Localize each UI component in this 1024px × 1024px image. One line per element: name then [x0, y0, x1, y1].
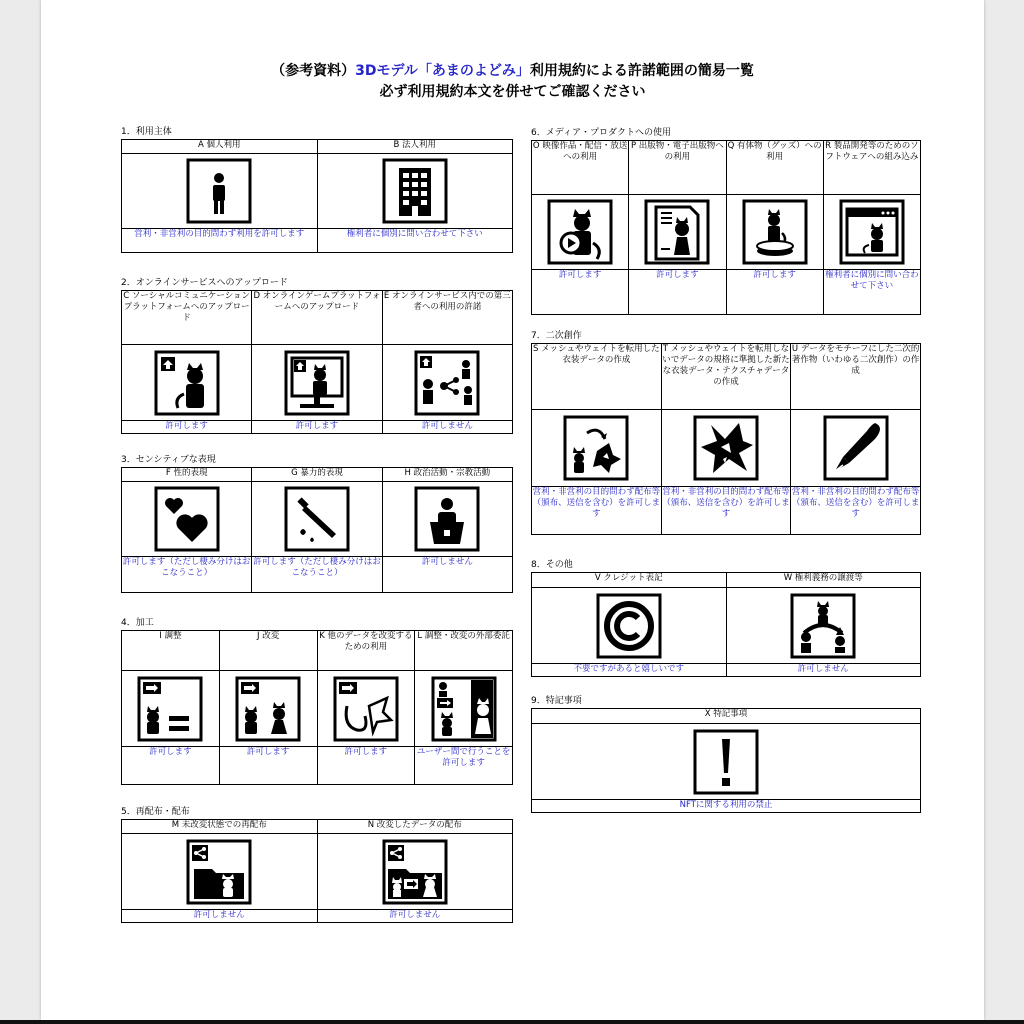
column-header: W 権利義務の譲渡等: [726, 573, 921, 588]
adjust-icon: [122, 671, 220, 747]
column-header: O 映像作品・配信・放送への利用: [532, 141, 629, 195]
section-title: 2．オンラインサービスへのアップロード: [121, 278, 288, 288]
column-header: D オンラインゲームプラットフォームへのアップロード: [252, 291, 382, 345]
document-page: [41, 0, 984, 1020]
outsource-icon: [415, 671, 513, 747]
copyright-icon: [532, 588, 727, 664]
permission-result: 権利者に個別に問い合わせて下さい: [823, 270, 920, 315]
column-header: A 個人利用: [122, 140, 318, 154]
column-header: K 他のデータを改変するための利用: [317, 631, 415, 671]
permission-table: [531, 708, 921, 813]
permission-table: [121, 139, 513, 253]
column-header: N 改変したデータの配布: [317, 820, 513, 834]
section-title: 9．特記事項: [531, 696, 582, 706]
building-icon: [317, 154, 513, 229]
title-suffix: 利用規約による許諾範囲の簡易一覧: [529, 63, 754, 79]
column-header: B 法人利用: [317, 140, 513, 154]
section-title: 7．二次創作: [531, 331, 582, 341]
video-icon: [532, 195, 629, 270]
pen-icon: [791, 410, 921, 487]
section-title: 5．再配布・配布: [121, 807, 190, 817]
column-header: G 暴力的表現: [252, 468, 382, 482]
permission-result: 営利・非営利の目的問わず配布等（頒布、送信を含む）を許可します: [532, 487, 662, 535]
permission-result: 許可します: [122, 421, 252, 434]
column-header: H 政治活動・宗教活動: [382, 468, 512, 482]
permission-table: [531, 140, 921, 315]
section-title: 3．センシティブな表現: [121, 455, 216, 465]
document-subtitle: 必ず利用規約本文を併せてご確認ください: [379, 84, 646, 100]
column-header: V クレジット表記: [532, 573, 727, 588]
permission-result: 不要ですがあると嬉しいです: [532, 664, 727, 677]
column-header: U データをモチーフにした二次的著作物（いわゆる二次創作）の作成: [791, 344, 921, 410]
permission-result: 許可します: [532, 270, 629, 315]
section-title: 6．メディア・プロダクトへの使用: [531, 128, 672, 138]
section-1: [121, 126, 513, 253]
permission-result: 許可します: [122, 747, 220, 785]
permission-result: 許可しません: [382, 557, 512, 593]
section-3: [121, 454, 513, 593]
permission-result: 営利・非営利の目的問わず利用を許可します: [122, 229, 318, 253]
permission-result: 許可しません: [317, 910, 513, 923]
podium-icon: [382, 482, 512, 557]
column-header: I 調整: [122, 631, 220, 671]
permission-table: [121, 467, 513, 593]
column-header: F 性的表現: [122, 468, 252, 482]
permission-table: [531, 343, 921, 535]
section-9: [531, 695, 921, 813]
person-icon: [122, 154, 318, 229]
hearts-icon: [122, 482, 252, 557]
document-title: [41, 60, 984, 80]
modify-icon: [219, 671, 317, 747]
permission-result: 許可します: [219, 747, 317, 785]
section-title: 1．利用主体: [121, 127, 172, 137]
column-header: R 製品開発等のためのソフトウェアへの組み込み: [823, 141, 920, 195]
permission-result: 営利・非営利の目的問わず配布等（頒布、送信を含む）を許可します: [661, 487, 791, 535]
permission-result: 営利・非営利の目的問わず配布等（頒布、送信を含む）を許可します: [791, 487, 921, 535]
permission-table: [121, 630, 513, 785]
title-model-name: 3Dモデル「あまのよどみ」: [355, 63, 530, 79]
column-header: J 改変: [219, 631, 317, 671]
permission-result: 許可しません: [122, 910, 318, 923]
column-header: Q 有体物（グッズ）への利用: [726, 141, 823, 195]
column-header: S メッシュやウェイトを転用した衣装データの作成: [532, 344, 662, 410]
permission-result: 許可します: [317, 747, 415, 785]
section-title: 8．その他: [531, 560, 573, 570]
column-header: C ソーシャルコミュニケーションプラットフォームへのアップロード: [122, 291, 252, 345]
redistribute-icon: [122, 834, 318, 910]
costume-convert-icon: [532, 410, 662, 487]
column-header: L 調整・改変の外部委託: [415, 631, 513, 671]
permission-result: 許可します（ただし棲み分けはおこなうこと）: [122, 557, 252, 593]
upload-game-icon: [252, 345, 382, 421]
section-4: [121, 617, 513, 785]
upload-social-icon: [122, 345, 252, 421]
modify-other-icon: [317, 671, 415, 747]
costume-new-icon: [661, 410, 791, 487]
column-header: P 出版物・電子出版物への利用: [629, 141, 726, 195]
permission-result: 許可します: [252, 421, 382, 434]
transfer-rights-icon: [726, 588, 921, 664]
share-third-party-icon: [382, 345, 512, 421]
title-prefix: （参考資料）: [271, 63, 356, 79]
permission-result: 許可します: [726, 270, 823, 315]
section-5: [121, 806, 513, 923]
column-header: X 特記事項: [532, 709, 921, 724]
publication-icon: [629, 195, 726, 270]
figure-icon: [726, 195, 823, 270]
permission-result: 許可します: [629, 270, 726, 315]
permission-result: 許可しません: [382, 421, 512, 434]
exclamation-icon: [532, 724, 921, 800]
permission-table: [121, 290, 513, 434]
permission-table: [531, 572, 921, 677]
distribute-modified-icon: [317, 834, 513, 910]
section-title: 4．加工: [121, 618, 154, 628]
bottom-edge-bar: [0, 1020, 1024, 1024]
software-icon: [823, 195, 920, 270]
permission-result: NFTに関する利用の禁止: [532, 800, 921, 813]
section-7: [531, 330, 921, 535]
section-2: [121, 277, 513, 434]
section-8: [531, 559, 921, 677]
permission-result: 許可します（ただし棲み分けはおこなうこと）: [252, 557, 382, 593]
knife-icon: [252, 482, 382, 557]
permission-table: [121, 819, 513, 923]
permission-result: ユーザー間で行うことを許可します: [415, 747, 513, 785]
section-6: [531, 127, 921, 315]
permission-result: 権利者に個別に問い合わせて下さい: [317, 229, 513, 253]
permission-result: 許可しません: [726, 664, 921, 677]
column-header: T メッシュやウェイトを転用しないでデータの規格に準拠した新たな衣装データ・テクスチャデータの作成: [661, 344, 791, 410]
column-header: E オンラインサービス内での第三者への利用の許諾: [382, 291, 512, 345]
column-header: M 未改変状態での再配布: [122, 820, 318, 834]
